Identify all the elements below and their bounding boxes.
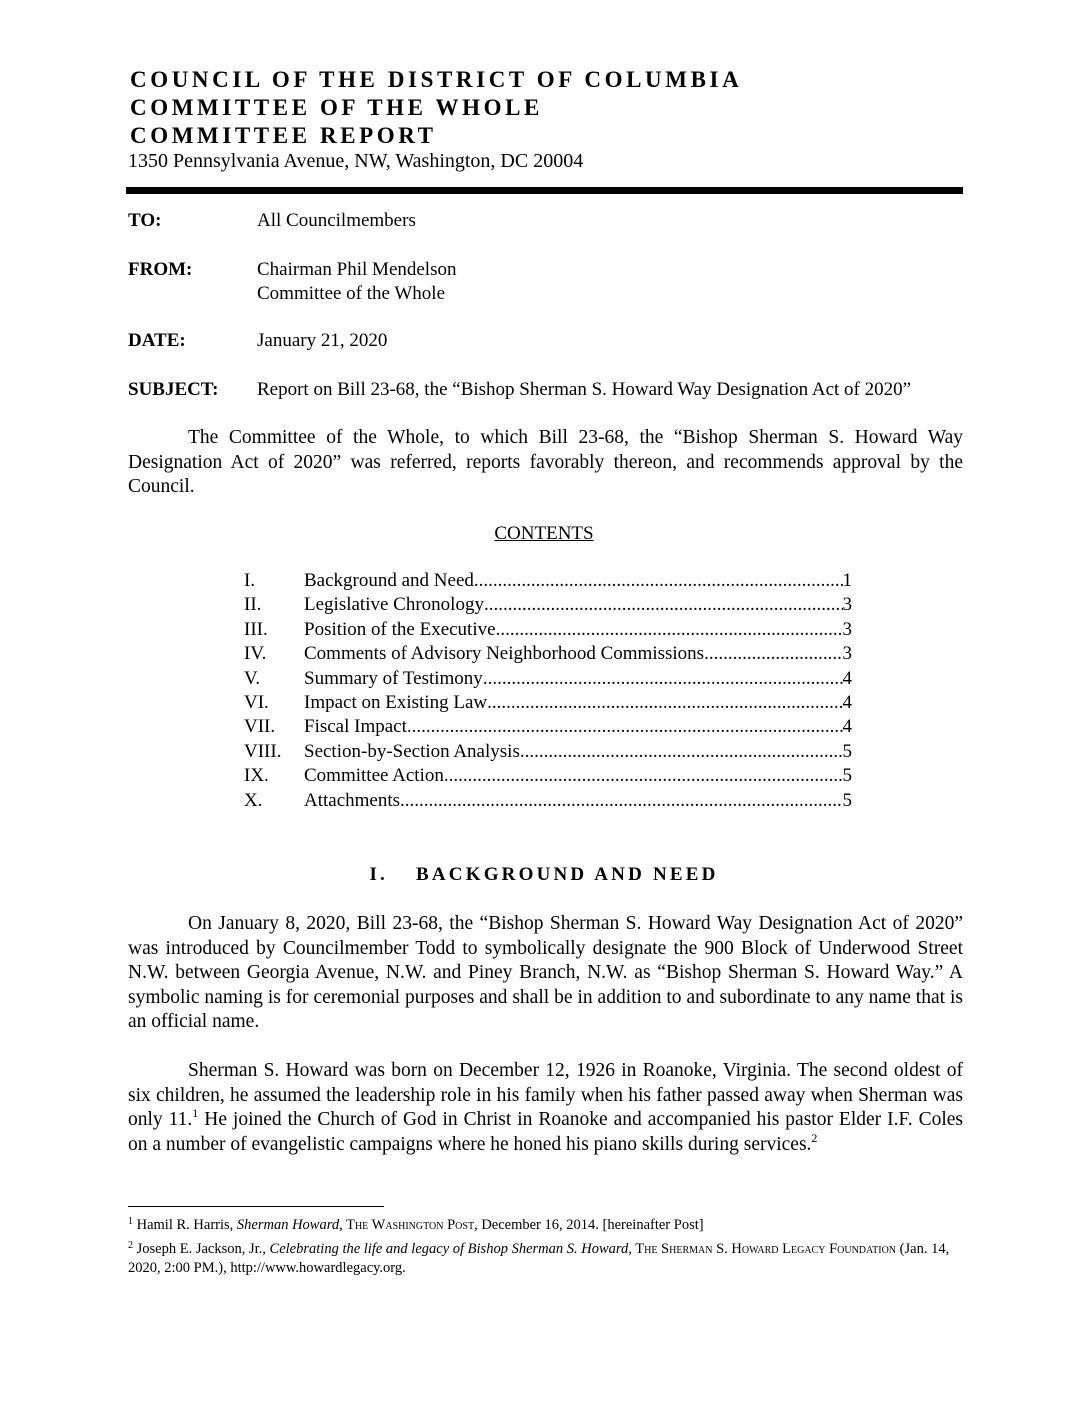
contents-item-page: 5: [842, 740, 852, 762]
contents-dot-leader: [704, 643, 842, 665]
contents-item-number: II.: [244, 594, 262, 616]
to-label: TO:: [128, 210, 162, 231]
contents-item-page: 5: [842, 789, 852, 811]
contents-item: [244, 741, 852, 765]
footnote-ref-2: 2: [811, 1130, 818, 1145]
contents-item-number: VII.: [244, 716, 276, 738]
contents-item-page: 3: [842, 594, 852, 616]
contents-item-label: Comments of Advisory Neighborhood Commissions: [304, 643, 705, 665]
council-heading: COUNCIL OF THE DISTRICT OF COLUMBIA: [130, 67, 743, 92]
from-value-name: Chairman Phil Mendelson: [257, 259, 457, 280]
date-value: January 21, 2020: [257, 330, 388, 351]
from-value-committee: Committee of the Whole: [257, 283, 446, 304]
contents-title: CONTENTS: [494, 523, 594, 544]
contents-item: [244, 619, 852, 643]
contents-item: [244, 594, 852, 618]
contents-item-label: Position of the Executive: [304, 618, 496, 640]
contents-item: [244, 716, 852, 740]
header-rule: [126, 187, 963, 194]
contents-dot-leader: [444, 765, 843, 787]
contents-dot-leader: [474, 570, 843, 592]
contents-item: [244, 643, 852, 667]
to-value: All Councilmembers: [257, 210, 416, 231]
report-heading: COMMITTEE REPORT: [130, 123, 437, 148]
section-title: BACKGROUND AND NEED: [416, 864, 719, 885]
contents-item-label: Legislative Chronology: [304, 594, 484, 616]
contents-item-label: Impact on Existing Law: [304, 691, 488, 713]
contents-item: [244, 570, 852, 594]
contents-item-label: Attachments: [304, 789, 401, 811]
contents-item-number: VI.: [244, 691, 269, 713]
committee-heading: COMMITTEE OF THE WHOLE: [130, 95, 543, 120]
background-paragraph-1: On January 8, 2020, Bill 23-68, the “Bishop Sherman S. Howard Way Designation Act of 2020” was introduced by Councilmember Todd to symbolically designate the 900 Block of Underwood Street N.W. between Georgia Avenue, N.W. and Piney Branch, N.W. as “Bishop Sherman S. Howard Way.” A symbolic naming is for ceremonial purposes and shall be in addition to and subordinate to any name that is an official name.: [128, 913, 963, 1032]
contents-item-label: Fiscal Impact: [304, 716, 407, 738]
from-label: FROM:: [128, 259, 193, 280]
contents-item-number: X.: [244, 789, 263, 811]
contents-item-page: 5: [842, 765, 852, 787]
contents-dot-leader: [484, 594, 843, 616]
contents-item-page: 3: [842, 643, 852, 665]
contents-item-number: I.: [244, 570, 256, 591]
contents-item-page: 4: [842, 691, 852, 713]
date-label: DATE:: [128, 330, 186, 351]
contents-item-number: V.: [244, 667, 261, 689]
subject-label: SUBJECT:: [128, 379, 219, 400]
contents-item: [244, 765, 852, 789]
contents-item-label: Committee Action: [304, 765, 444, 787]
contents-dot-leader: [496, 619, 843, 641]
contents-item-number: VIII.: [244, 740, 282, 762]
contents-item-page: 1: [842, 570, 852, 591]
contents-item-page: 4: [842, 716, 852, 738]
contents-dot-leader: [520, 741, 843, 763]
contents-item: [244, 692, 852, 716]
footnote-ref-1: 1: [192, 1106, 199, 1120]
contents-dot-leader: [400, 790, 842, 812]
section-number: I.: [369, 864, 388, 885]
contents-item-number: IX.: [244, 765, 269, 787]
contents-item-page: 4: [842, 667, 852, 689]
footnote-2: $^2$ Joseph E. Jackson, Jr., Celebrating the life and legacy of Bishop Sherman S. Howard, The Sherman S. Howard Legacy Foundation (Jan. 14, 2020, 2:00 PM.), http://www.howardlegacy.org.: [128, 1240, 950, 1276]
section-heading: [0, 864, 1088, 886]
contents-item-label: Section-by-Section Analysis: [304, 740, 520, 762]
contents-item-label: Background and Need: [304, 570, 474, 591]
contents-item: [244, 790, 852, 814]
contents-item-page: 3: [842, 618, 852, 640]
contents-item: [244, 668, 852, 692]
contents-item-number: III.: [244, 618, 268, 640]
contents-dot-leader: [487, 692, 842, 714]
background-paragraph-2: Sherman S. Howard was born on December 12, 1926 in Roanoke, Virginia. The second oldest of six children, he assumed the leadership role in his family when his father passed away when Sherman was only 11.$^1$ He joined the Church of God in Christ in Roanoke and accompanied his pastor Elder I.F. Coles on a number of evangelistic campaigns where he honed his piano skills during services.$^2$: [128, 1060, 963, 1155]
contents-list: [244, 570, 852, 814]
contents-item-number: IV.: [244, 643, 267, 665]
contents-dot-leader: [483, 668, 843, 690]
contents-dot-leader: [407, 716, 843, 738]
contents-item-label: Summary of Testimony: [304, 667, 483, 689]
subject-value: Report on Bill 23-68, the “Bishop Sherman S. Howard Way Designation Act of 2020”: [257, 379, 912, 400]
address: 1350 Pennsylvania Avenue, NW, Washington, DC 20004: [128, 150, 584, 172]
intro-paragraph: The Committee of the Whole, to which Bill 23-68, the “Bishop Sherman S. Howard Way Designation Act of 2020” was referred, reports favorably thereon, and recommends approval by the Council.: [128, 427, 963, 497]
footnote-1: $^1$ Hamil R. Harris, Sherman Howard, The Washington Post, December 16, 2014. [hereinafter Post]: [128, 1216, 704, 1233]
footnote-rule: [128, 1206, 384, 1207]
